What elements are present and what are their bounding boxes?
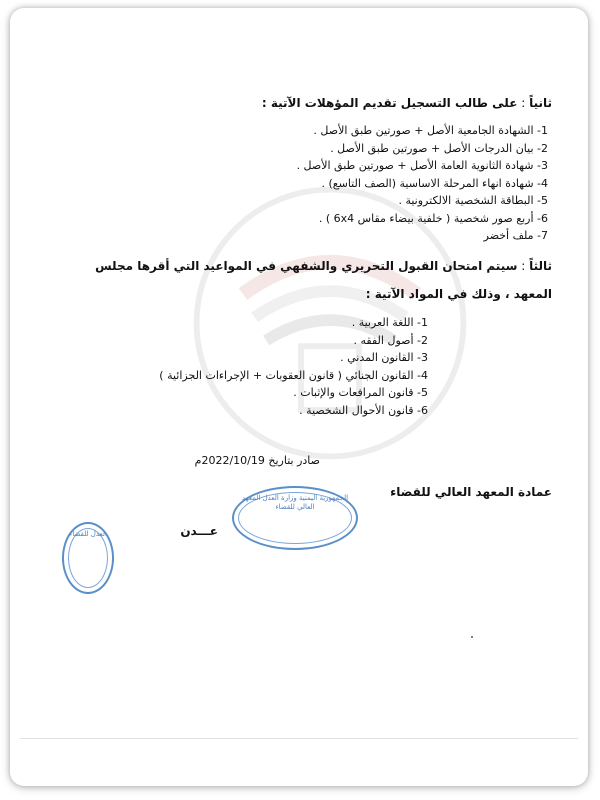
stamp-side-text: العدل للقضاء [69,530,107,538]
stamp-text: الجمهورية اليمنية وزارة العدل المعهد العالي للقضاء [241,494,349,511]
section-2-number: ثانياً [529,96,552,110]
stray-mark [471,636,473,638]
section-2-title: على طالب التسجيل تقديم المؤهلات الآتية : [261,96,518,110]
issue-date: صادر بتاريخ 2022/10/19م [194,454,320,467]
section-3-title-line2: المعهد ، وذلك في المواد الآتية : [365,287,552,301]
list-item: 1- الشهادة الجامعية الأصل + صورتين طبق الأصل . [313,124,548,137]
signature-title: عمادة المعهد العالي للقضاء [390,485,552,499]
list-item: 6- قانون الأحوال الشخصية . [299,403,428,417]
footer-divider [20,738,578,739]
section-2-list [297,122,548,245]
section-3-number: ثالثاً [529,259,552,273]
list-item: 4- شهادة انهاء المرحلة الاساسية (الصف التاسع) . [321,176,548,190]
list-item: 3- شهادة الثانوية العامة الأصل + صورتين طبق الأصل . [296,159,548,172]
partial-stamp [62,522,114,594]
list-item: 1- اللغة العربية . [351,316,428,329]
list-item: 6- أربع صور شخصية ( خلفية بيضاء مقاس 6x4 ) . [318,211,548,225]
list-item: 5- قانون المرافعات والإثبات . [293,386,428,399]
list-item: 2- بيان الدرجات الأصل + صورتين طبق الأصل . [330,141,548,155]
list-item: 7- ملف أخضر [483,229,548,242]
list-item: 2- أصول الفقه . [353,333,428,347]
list-item: 3- القانون المدني . [340,351,428,364]
signature-city: عـــدن [180,524,218,538]
section-3-title-line1: سيتم امتحان القبول التحريري والشفهي في المواعيد التي أقرها مجلس [95,259,518,273]
official-stamp [232,486,358,550]
list-item: 4- القانون الجنائي ( قانون العقوبات + الإجراءات الجزائية ) [159,368,428,382]
section-2-heading: ثانياً : على طالب التسجيل تقديم المؤهلات الآتية : [261,96,552,110]
section-3-list [159,314,428,419]
list-item: 5- البطاقة الشخصية الالكترونية . [398,194,548,207]
document-page [10,8,588,786]
section-3-heading: ثالثاً : سيتم امتحان القبول التحريري والشفهي في المواعيد التي أقرها مجلس المعهد ، وذلك في المواد الآتية : [56,252,552,308]
